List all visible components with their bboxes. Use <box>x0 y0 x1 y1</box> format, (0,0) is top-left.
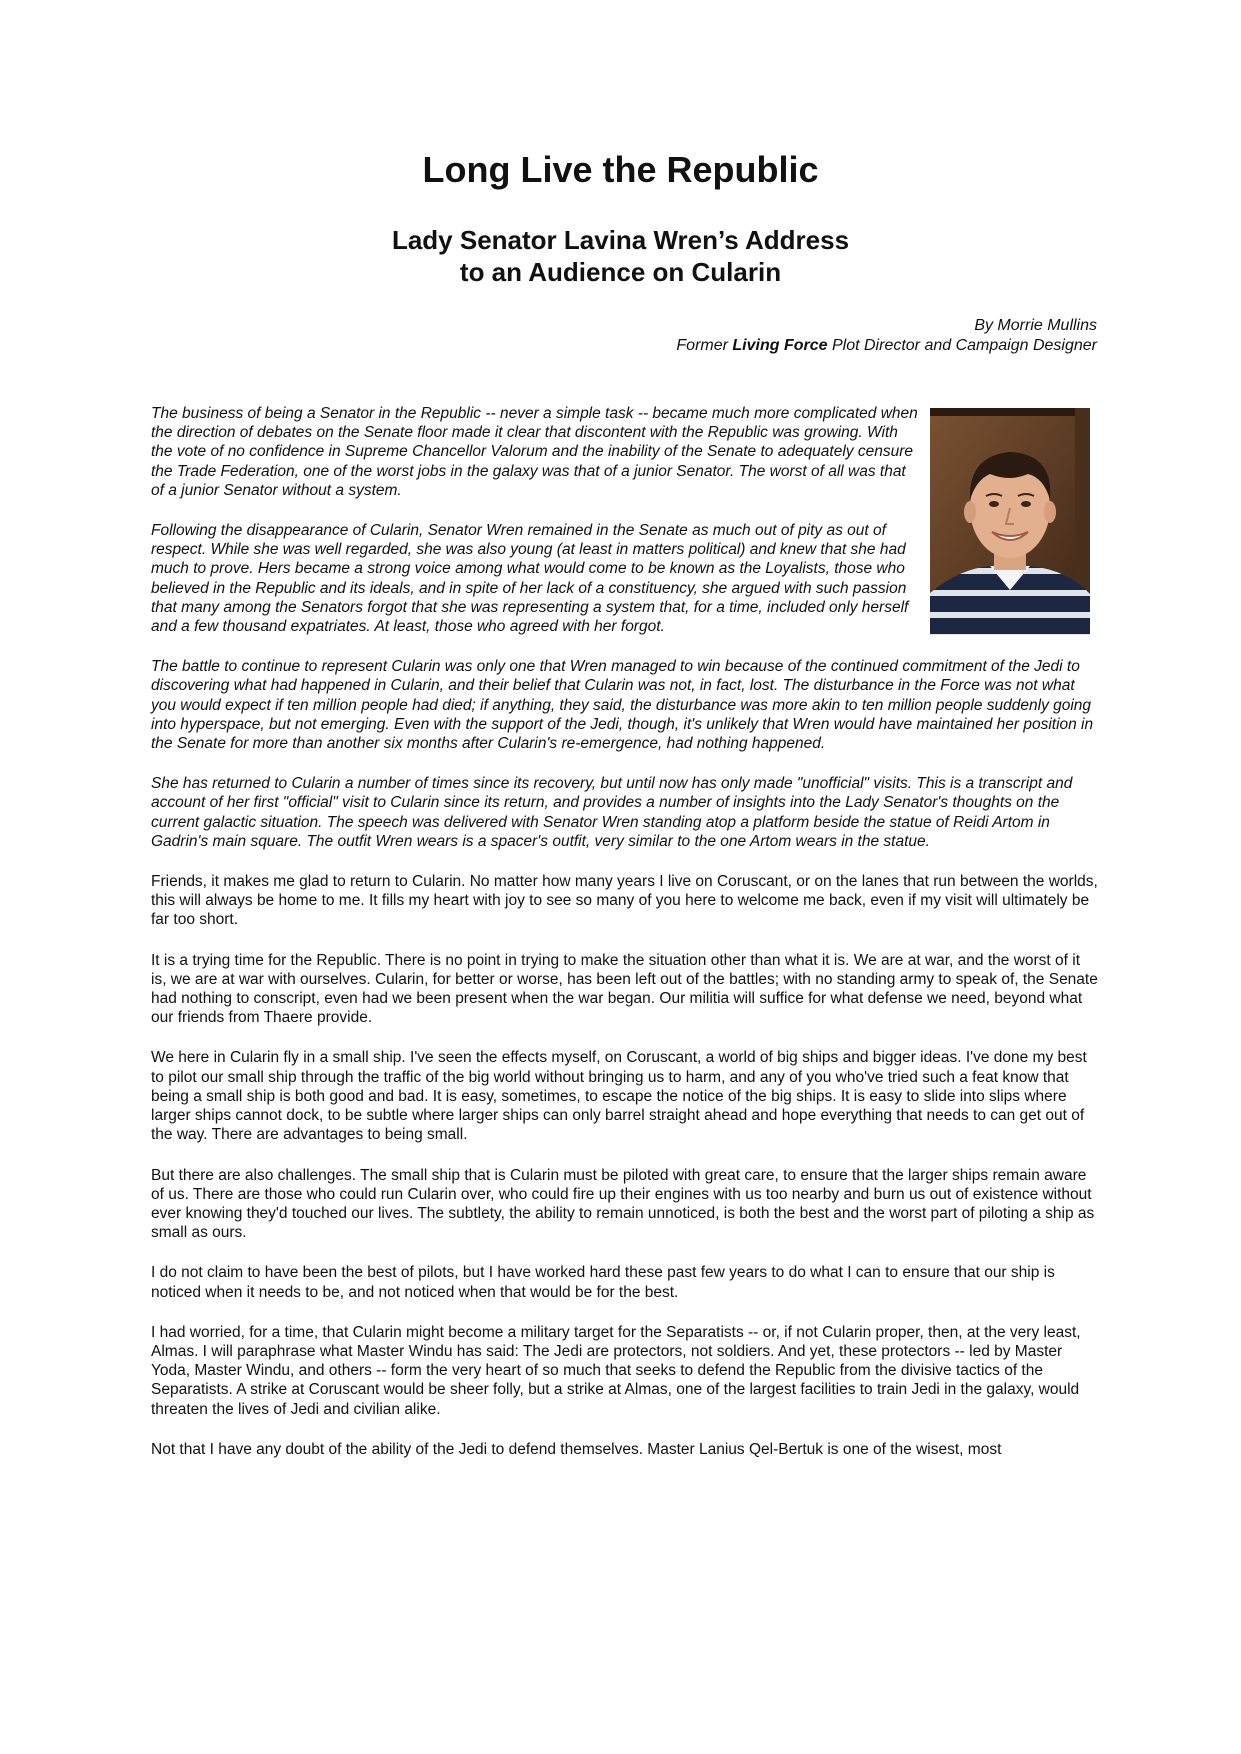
intro-paragraph-1: The business of being a Senator in the Republic -- never a simple task -- became much more complicated when the direction of debates on the Senate floor made it clear that discontent with the Republic was growing. With the vote of no confidence in Supreme Chancellor Valorum and the inability of the Senate to adequately censure the Trade Federation, one of the worst jobs in the galaxy was that of a junior Senator. The worst of all was that of a junior Senator without a system. <box>151 405 918 499</box>
intro-paragraph-4: She has returned to Cularin a number of times since its recovery, but until now has only made "unofficial" visits. This is a transcript and account of her first "official" visit to Cularin since its return, and provides a number of insights into the Lady Senator's thoughts on the current galactic situation. The speech was delivered with Senator Wren standing atop a platform beside the statue of Reidi Artom in Gadrin's main square. The outfit Wren wears is a spacer's outfit, very similar to the one Artom wears in the statue. <box>151 775 1073 850</box>
intro-paragraph-2: Following the disappearance of Cularin, Senator Wren remained in the Senate as much out of pity as out of respect. While she was well regarded, she was also young (at least in matters political) and knew that she had much to prove. Hers became a strong voice among what would come to be known as the Loyalists, those who believed in the Republic and its ideals, and in spite of her lack of a constituency, she argued with such passion that many among the Senators forgot that she was representing a system that, for a time, included only herself and a few thousand expatriates. At least, those who agreed with her forgot. <box>151 522 909 636</box>
speech-paragraph-3: We here in Cularin fly in a small ship. I've seen the effects myself, on Coruscant, a world of big ships and bigger ideas. I've done my best to pilot our small ship through the traffic of the big world without bringing us to harm, and any of you who've tried such a feat know that being a small ship is both good and bad. It is easy, sometimes, to escape the notice of the big ships. It is easy to slide into slips where larger ships cannot dock, to be subtle where larger ships can only barrel straight ahead and hope everything that needs to can get out of the way. There are advantages to being small. <box>151 1049 1087 1144</box>
subtitle-line-2: to an Audience on Cularin <box>459 257 782 287</box>
speech-paragraph-2: It is a trying time for the Republic. There is no point in trying to make the situation other than what it is. We are at war, and the worst of it is, we are at war with ourselves. Cularin, for better or worse, has been left out of the battles; with no standing army to speak of, the Senate had nothing to conscript, even had we been present when the war began. Our militia will suffice for what defense we need, beyond what our friends from Thaere provide. <box>151 951 1098 1027</box>
byline-role <box>676 336 1097 356</box>
byline-role-suffix: Plot Director and Campaign Designer <box>831 337 1097 354</box>
byline-role-prefix: Former <box>676 337 728 354</box>
article-body <box>151 404 1099 1480</box>
speech-paragraph-5: I do not claim to have been the best of pilots, but I have worked hard these past few years to do what I can to ensure that our ship is noticed when it needs to be, and not noticed when that would be for the best. <box>151 1264 1055 1301</box>
byline-role-bold: Living Force <box>732 337 828 354</box>
speech-paragraph-1: Friends, it makes me glad to return to Cularin. No matter how many years I live on Coruscant, or on the lanes that run between the worlds, this will always be home to me. It fills my heart with joy to see so many of you here to welcome me back, even if my visit will ultimately be far too short. <box>151 873 1098 929</box>
subtitle-line-1: Lady Senator Lavina Wren’s Address <box>391 225 850 255</box>
speech-paragraph-7: Not that I have any doubt of the ability of the Jedi to defend themselves. Master Lanius Qel-Bertuk is one of the wisest, most <box>151 1440 1002 1458</box>
byline <box>676 316 1097 356</box>
speech-paragraph-6: I had worried, for a time, that Cularin might become a military target for the Separatists -- or, if not Cularin proper, then, at the very least, Almas. I will paraphrase what Master Windu has said: The Jedi are protectors, not soldiers. And yet, these protectors -- led by Master Yoda, Master Windu, and others -- form the very heart of so much that seeks to defend the Republic from the divisive tactics of the Separatists. A strike at Coruscant would be sheer folly, but a strike at Almas, one of the largest facilities to train Jedi in the galaxy, would threaten the lives of Jedi and civilian alike. <box>151 1323 1081 1418</box>
intro-paragraph-3: The battle to continue to represent Cularin was only one that Wren managed to win because of the continued commitment of the Jedi to discovering what had happened in Cularin, and their belief that Cularin was not, in fact, lost. The disturbance in the Force was not what you would expect if ten million people had died; if anything, they said, the disturbance was more akin to ten million people suddenly going into hyperspace, but not emerging. Even with the support of the Jedi, though, it's unlikely that Wren would have maintained her position in the Senate for more than another six months after Cularin's re-emergence, had nothing happened. <box>151 658 1094 753</box>
page-title: Long Live the Republic <box>422 149 819 190</box>
speech-paragraph-4: But there are also challenges. The small ship that is Cularin must be piloted with great care, to ensure that the larger ships remain aware of us. There are those who could run Cularin over, who could fire up their engines with us too nearby and burn us out of existence without ever knowing they'd touched our lives. The subtlety, the ability to remain unnoticed, is both the best and the worst part of piloting a ship as small as ours. <box>151 1166 1095 1242</box>
byline-author: By Morrie Mullins <box>974 317 1097 334</box>
subtitle <box>0 224 1241 288</box>
